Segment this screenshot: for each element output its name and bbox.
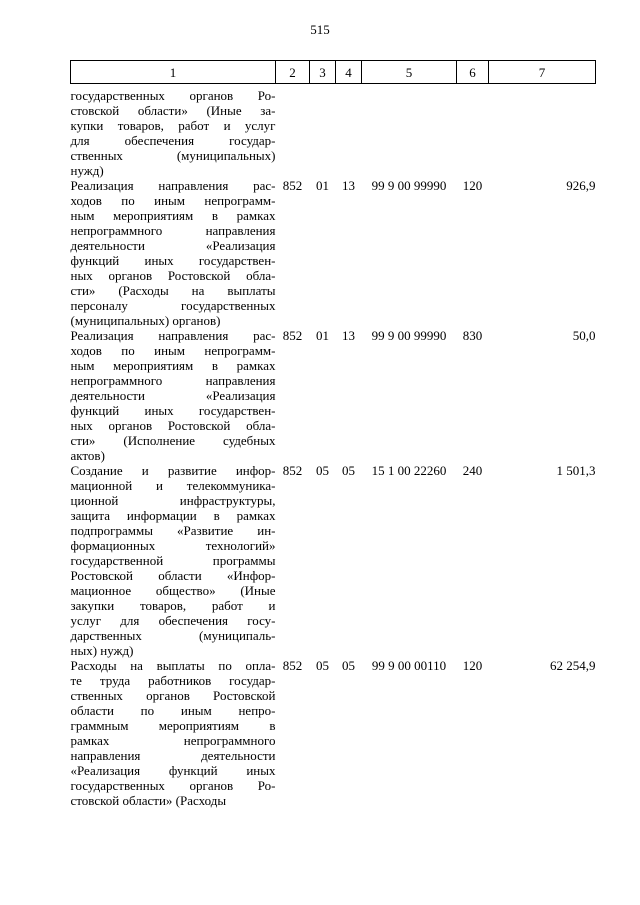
table-body [71, 84, 596, 809]
cell-subsection: 13 [342, 328, 355, 343]
cell-target-article: 99 9 00 99990 [371, 178, 447, 193]
description-line: те труда работников государ- [70, 673, 276, 688]
description-line: ционной инфраструктуры, [70, 493, 276, 508]
description-line: непрограммного направления [70, 223, 276, 238]
description-line: непрограммного направления [70, 373, 276, 388]
cell-admin-code [276, 84, 310, 179]
cell-section: 01 [316, 178, 329, 193]
cell-amount: 1 501,3 [556, 463, 596, 478]
description-line: Расходы на выплаты по опла- [70, 658, 276, 673]
cell-expense-type: 120 [462, 178, 483, 193]
column-header-1: 1 [71, 61, 276, 84]
description-line: сти» (Исполнение судебных [70, 433, 276, 448]
cell-amount: 50,0 [572, 328, 596, 343]
description-line: деятельности «Реализация [70, 388, 276, 403]
table-row [71, 658, 596, 808]
description-line: стовской области» (Иные за- [70, 103, 276, 118]
cell-target-article [362, 84, 457, 179]
description-line: ным мероприятиям в рамках [70, 358, 276, 373]
column-header-6: 6 [457, 61, 489, 84]
description-line: «Реализация функций иных [70, 763, 276, 778]
description-line: функций иных государствен- [70, 253, 276, 268]
cell-target-article: 99 9 00 00110 [371, 658, 447, 673]
description-line: Ростовской области «Инфор- [70, 568, 276, 583]
cell-target-article: 99 9 00 99990 [371, 328, 447, 343]
cell-expense-type [457, 84, 489, 179]
table-row [71, 328, 596, 463]
cell-amount [489, 84, 596, 179]
description-line: сти» (Расходы на выплаты [70, 283, 276, 298]
cell-amount: 62 254,9 [550, 658, 596, 673]
description-line: ственных органов Ростовской [70, 688, 276, 703]
row-description [71, 84, 276, 179]
description-line: рамках непрограммного [70, 733, 276, 748]
description-line: ных) нужд) [70, 643, 134, 658]
description-line: ных органов Ростовской обла- [70, 268, 276, 283]
description-line: купки товаров, работ и услуг [70, 118, 276, 133]
table-row [71, 463, 596, 658]
cell-admin-code: 852 [282, 328, 303, 343]
description-line: Реализация направления рас- [70, 328, 276, 343]
description-line: государственных органов Ро- [70, 88, 276, 103]
cell-admin-code: 852 [282, 658, 303, 673]
row-description [71, 178, 276, 328]
cell-amount: 926,9 [566, 178, 596, 193]
column-header-4: 4 [336, 61, 362, 84]
cell-target-article: 15 1 00 22260 [371, 463, 447, 478]
description-line: формационных технологий» [70, 538, 276, 553]
description-line: актов) [70, 448, 105, 463]
row-description [71, 658, 276, 808]
description-line: ным мероприятиям в рамках [70, 208, 276, 223]
cell-expense-type: 830 [462, 328, 483, 343]
description-line: защита информации в рамках [70, 508, 276, 523]
description-line: ных органов Ростовской обла- [70, 418, 276, 433]
description-line: области по иным непро- [70, 703, 276, 718]
column-header-5: 5 [362, 61, 457, 84]
description-line: Создание и развитие инфор- [70, 463, 276, 478]
description-line: Реализация направления рас- [70, 178, 276, 193]
description-line: (муниципальных) органов) [70, 313, 221, 328]
table-header-row [71, 61, 596, 84]
cell-section: 05 [316, 463, 329, 478]
cell-subsection: 13 [342, 178, 355, 193]
column-header-2: 2 [276, 61, 310, 84]
description-line: нужд) [70, 163, 104, 178]
page-number: 515 [310, 22, 330, 37]
column-header-3: 3 [310, 61, 336, 84]
description-line: ходов по иным непрограмм- [70, 343, 276, 358]
table-row [71, 84, 596, 179]
description-line: ственных (муниципальных) [70, 148, 276, 163]
row-description [71, 463, 276, 658]
cell-admin-code: 852 [282, 463, 303, 478]
description-line: для обеспечения государ- [70, 133, 276, 148]
cell-subsection: 05 [342, 658, 355, 673]
description-line: ходов по иным непрограмм- [70, 193, 276, 208]
description-line: дарственных (муниципаль- [70, 628, 276, 643]
cell-expense-type: 120 [462, 658, 483, 673]
table-row [71, 178, 596, 328]
description-line: направления деятельности [70, 748, 276, 763]
description-line: стовской области» (Расходы [70, 793, 227, 808]
cell-subsection: 05 [342, 463, 355, 478]
description-line: закупки товаров, работ и [70, 598, 276, 613]
description-line: подпрограммы «Развитие ин- [70, 523, 276, 538]
description-line: мационной и телекоммуника- [70, 478, 276, 493]
cell-section: 01 [316, 328, 329, 343]
cell-subsection [336, 84, 362, 179]
description-line: функций иных государствен- [70, 403, 276, 418]
cell-admin-code: 852 [282, 178, 303, 193]
description-line: услуг для обеспечения госу- [70, 613, 276, 628]
budget-table [70, 60, 596, 808]
description-line: государственной программы [70, 553, 276, 568]
description-line: персоналу государственных [70, 298, 276, 313]
description-line: деятельности «Реализация [70, 238, 276, 253]
cell-expense-type: 240 [462, 463, 483, 478]
cell-section: 05 [316, 658, 329, 673]
column-header-7: 7 [489, 61, 596, 84]
description-line: мационное общество» (Иные [70, 583, 276, 598]
description-line: государственных органов Ро- [70, 778, 276, 793]
row-description [71, 328, 276, 463]
description-line: граммным мероприятиям в [70, 718, 276, 733]
cell-section [310, 84, 336, 179]
